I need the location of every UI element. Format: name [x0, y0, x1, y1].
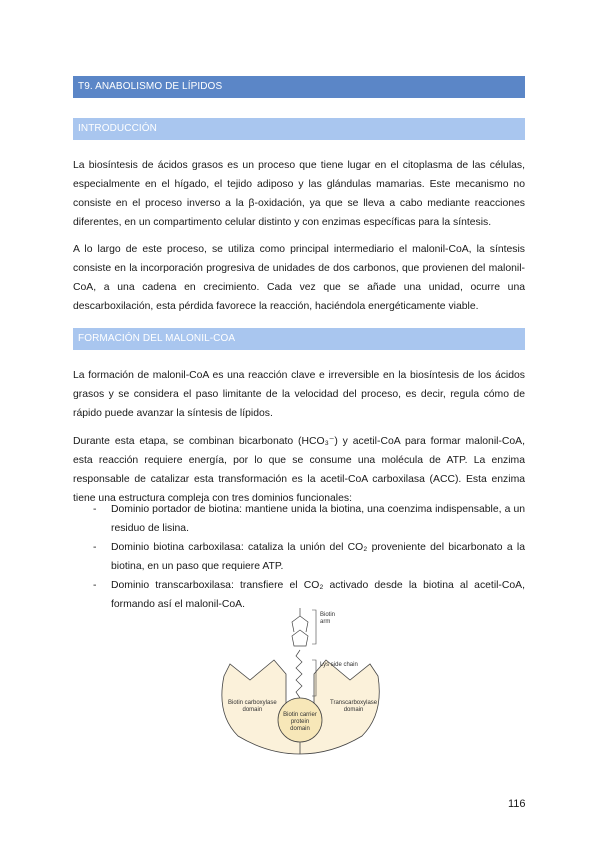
- domain-list: [93, 500, 525, 614]
- lys-chain-label: Lys side chain: [320, 662, 358, 668]
- list-item-text: Dominio transcarboxilasa: transfiere el CO₂ activado desde la biotina al acetil-CoA, formando así el malonil-CoA.: [111, 580, 525, 610]
- list-dash: -: [93, 504, 97, 515]
- malonil-paragraph-2: Durante esta etapa, se combinan bicarbonato (HCO₃⁻) y acetil-CoA para formar malonil-CoA, esta reacción requiere energía, por lo que se consume una molécula de ATP. La enzima responsable de catalizar esta transformación es la acetil-CoA carboxilasa (ACC). Esta enzima tiene una estructura compleja con tres dominios funcionales:: [73, 436, 525, 504]
- transcarboxylase-label: Transcarboxylase domain: [330, 700, 378, 713]
- intro-paragraph-2: A lo largo de este proceso, se utiliza como principal intermediario el malonil-CoA, la síntesis consiste en la incorporación progresiva de unidades de dos carbonos, que provienen del malonil-CoA, a una cadena en crecimiento. Cada vez que se añade una unidad, ocurre una descarboxilación, esta pérdida favorece la reacción, haciéndola energéticamente viable.: [73, 244, 525, 312]
- list-item: [93, 538, 525, 576]
- chapter-title: T9. ANABOLISMO DE LÍPIDOS: [73, 76, 525, 98]
- list-dash: -: [93, 542, 97, 553]
- biotin-arm-label: Biotin arm: [320, 612, 336, 625]
- section-heading-malonil: FORMACIÓN DEL MALONIL-COA: [73, 328, 525, 350]
- list-dash: -: [93, 580, 97, 591]
- acc-structure-figure: [212, 604, 388, 762]
- biotin-carrier-label: Biotin carrier protein domain: [283, 712, 317, 732]
- list-item-text: Dominio biotina carboxilasa: cataliza la unión del CO₂ proveniente del bicarbonato a la biotina, en un paso que requiere ATP.: [111, 542, 525, 572]
- list-item: [93, 500, 525, 538]
- malonil-paragraph-1: La formación de malonil-CoA es una reacción clave e irreversible en la biosíntesis de los ácidos grasos y se considera el paso limitante de la velocidad del proceso, es decir, regula cómo de rápido puede avanzar la síntesis de lípidos.: [73, 370, 525, 419]
- page-number: 116: [508, 798, 526, 810]
- section-heading-intro: INTRODUCCIÓN: [73, 118, 525, 140]
- list-item-text: Dominio portador de biotina: mantiene unida la biotina, una coenzima indispensable, a un residuo de lisina.: [111, 504, 525, 534]
- acc-diagram: [212, 604, 388, 762]
- intro-paragraph-1: La biosíntesis de ácidos grasos es un proceso que tiene lugar en el citoplasma de las células, especialmente en el hígado, el tejido adiposo y las glándulas mamarias. Este mecanismo no consiste en el proceso inverso a la β-oxidación, ya que se lleva a cabo mediante reacciones diferentes, en un compartimento celular distinto y con enzimas específicas para la síntesis.: [73, 160, 525, 228]
- biotin-carboxylase-label: Biotin carboxylase domain: [228, 700, 277, 713]
